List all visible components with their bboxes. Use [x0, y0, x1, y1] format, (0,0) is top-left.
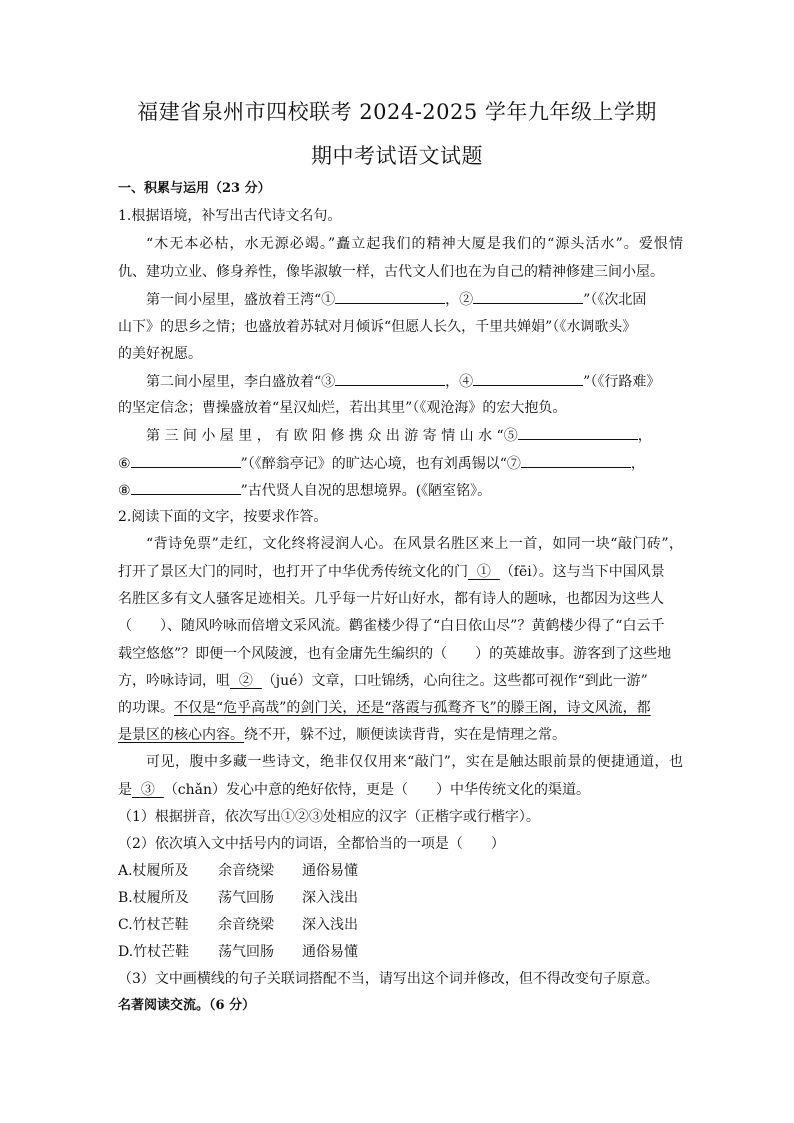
q2-prompt: 2.阅读下面的文字，按要求作答。	[118, 509, 328, 525]
q1-paragraph3-line1	[146, 372, 683, 391]
q2-l6-text-c: （jué）文章，口吐锦绣，心向往之。这些都可视作“到此一游”	[261, 673, 648, 689]
section2-heading: 名著阅读交流。（6 分）	[118, 998, 256, 1013]
q2-l8-text-b: 绕不开，躲不过，顺便读读背背，实在是情理之常。	[244, 727, 566, 743]
q1-paragraph2-line3: 的美好祝愿。	[118, 346, 202, 362]
option-a-word2: 余音绕梁	[218, 863, 274, 879]
q1-paragraph4-line1	[146, 426, 683, 445]
pinyin-blank-3[interactable]	[132, 782, 164, 798]
q1-p4-text-b: ，	[637, 428, 652, 444]
option-c-word2: 余音绕梁	[218, 917, 274, 933]
q2-sub3: （3）文中画横线的句子关联词搭配不当，请写出这个词并修改，但不得改变句子原意。	[118, 971, 659, 987]
option-a-word1: A.杖履所及	[118, 863, 189, 879]
q1-p4-text-g: ”古代贤人自况的思想境界。(《陋室铭》。	[240, 483, 492, 499]
pinyin-blank-1-label: ①	[476, 564, 491, 580]
option-d-word3: 通俗易懂	[302, 944, 358, 960]
q2-text-line1: “背诗免票”走红，文化终将浸润人心。在风景名胜区来上一首，如同一块“敲门砖”，	[146, 536, 683, 552]
blank-3[interactable]	[335, 372, 445, 386]
option-b-word3: 深入浅出	[302, 890, 358, 906]
section1-heading: 一、积累与运用（23 分）	[118, 181, 271, 196]
q1-paragraph2-line2: 山下》的思乡之情；也盛放着苏轼对月倾诉“但愿人长久，千里共婵娟”（《水调歌头》	[118, 319, 637, 335]
pinyin-blank-2[interactable]	[230, 673, 262, 689]
q1-p2-text-c: ”（《次北固	[583, 292, 647, 308]
blank-5[interactable]	[518, 426, 638, 440]
q1-p2-text-b: ，②	[445, 292, 474, 308]
blank-6[interactable]	[131, 454, 241, 468]
q1-p3-text-b: ，④	[445, 374, 474, 390]
q2-l7-text-a: 的功课。	[118, 700, 174, 716]
q2-l10-text-c: （chǎn）发心中意的绝好依恃，更是（ ）中华传统文化的渠道。	[163, 782, 591, 798]
q2-text-line7	[118, 699, 683, 717]
q2-text-line5: 载空悠悠”？即便一个风陵渡，也有金庸先生编织的（ ）的英雄故事。游客到了这些地	[118, 646, 672, 662]
exam-title-line2: 期中考试语文试题	[311, 144, 483, 168]
blank-7[interactable]	[521, 454, 631, 468]
underlined-sentence-part2: 是景区的核心内容。	[118, 727, 244, 743]
blank-1[interactable]	[335, 290, 445, 304]
pinyin-blank-1[interactable]	[468, 564, 500, 580]
q2-text-line10	[118, 781, 683, 799]
q2-l2-text-a: 打开了景区大门的同时，也打开了中华优秀传统文化的门	[118, 564, 468, 580]
q1-paragraph1-line1: “木无本必枯，水无源必竭。”矗立起我们的精神大厦是我们的“源头活水”。爱恨情	[146, 236, 683, 252]
q2-l6-text-a: 方，吟咏诗词，咀	[118, 673, 230, 689]
blank-4[interactable]	[473, 372, 583, 386]
option-b-word2: 荡气回肠	[218, 890, 274, 906]
option-d-word2: 荡气回肠	[218, 944, 274, 960]
q1-paragraph2-line1	[146, 290, 683, 309]
pinyin-blank-3-label: ③	[140, 782, 155, 798]
q1-paragraph4-line3	[118, 481, 683, 500]
q1-p3-text-a: 第二间小屋里，李白盛放着“③	[146, 374, 336, 390]
option-a-word3: 通俗易懂	[302, 863, 358, 879]
q1-p4-text-a: 第 三 间 小 屋 里 ， 有 欧 阳 修 携 众 出 游 寄 情 山 水 “⑤	[146, 428, 518, 444]
underlined-sentence-part1: 不仅是“危乎高哉”的剑门关，还是“落霞与孤鹜齐飞”的滕王阁，诗文风流，都	[174, 700, 651, 716]
q1-p4-text-e: ，	[630, 456, 645, 472]
q2-text-line2	[118, 563, 683, 581]
option-d-word1: D.竹杖芒鞋	[118, 944, 190, 960]
option-b-word1: B.杖履所及	[118, 890, 189, 906]
q2-l2-text-c: （fēi）。这与当下中国风景	[499, 564, 665, 580]
blank-2[interactable]	[473, 290, 583, 304]
option-b[interactable]	[118, 889, 683, 907]
option-c-word1: C.竹杖芒鞋	[118, 917, 189, 933]
q1-p4-text-d: ”（《醉翁亭记》的旷达心境，也有刘禹锡以“⑦	[240, 456, 521, 472]
q2-text-line9: 可见，腹中多藏一些诗文，绝非仅仅用来“敲门”，实在是触达眼前景的便捷通道，也	[146, 754, 683, 770]
q2-text-line8	[118, 726, 683, 744]
option-c-word3: 深入浅出	[302, 917, 358, 933]
q1-paragraph4-line2	[118, 454, 683, 473]
q1-prompt: 1.根据语境，补写出古代诗文名句。	[118, 208, 342, 224]
q2-text-line6	[118, 672, 683, 690]
q2-text-line4: （ ）、随风吟咏而倍增文采风流。鹳雀楼少得了“白日依山尽”？黄鹤楼少得了“白云千	[118, 618, 665, 634]
q1-paragraph3-line2: 的坚定信念；曹操盛放着“星汉灿烂，若出其里”（《观沧海》的宏大抱负。	[118, 400, 567, 416]
q1-p2-text-a: 第一间小屋里，盛放着王湾“①	[146, 292, 336, 308]
option-c[interactable]	[118, 916, 683, 934]
option-a[interactable]	[118, 862, 683, 880]
q2-sub2: （2）依次填入文中括号内的词语，全都恰当的一项是（ ）	[118, 836, 505, 852]
option-d[interactable]	[118, 943, 683, 961]
pinyin-blank-2-label: ②	[238, 673, 253, 689]
blank-8[interactable]	[131, 481, 241, 495]
q2-l10-text-a: 是	[118, 782, 132, 798]
q1-p4-text-f: ⑧	[118, 483, 131, 499]
q2-text-line3: 名胜区多有文人骚客足迹相关。几乎每一片好山好水，都有诗人的题咏，也都因为这些人	[118, 591, 664, 607]
q1-p3-text-c: ”（《行路难》	[583, 374, 661, 390]
q1-p4-text-c: ⑥	[118, 456, 131, 472]
q1-paragraph1-line2: 仇、建功立业、修身养性，像毕淑敏一样，古代文人们也在为自己的精神修建三间小屋。	[118, 264, 664, 280]
exam-title-line1: 福建省泉州市四校联考 2024-2025 学年九年级上学期	[137, 100, 657, 124]
q2-sub1: （1）根据拼音，依次写出①②③处相应的汉字（正楷字或行楷字）。	[118, 809, 540, 825]
